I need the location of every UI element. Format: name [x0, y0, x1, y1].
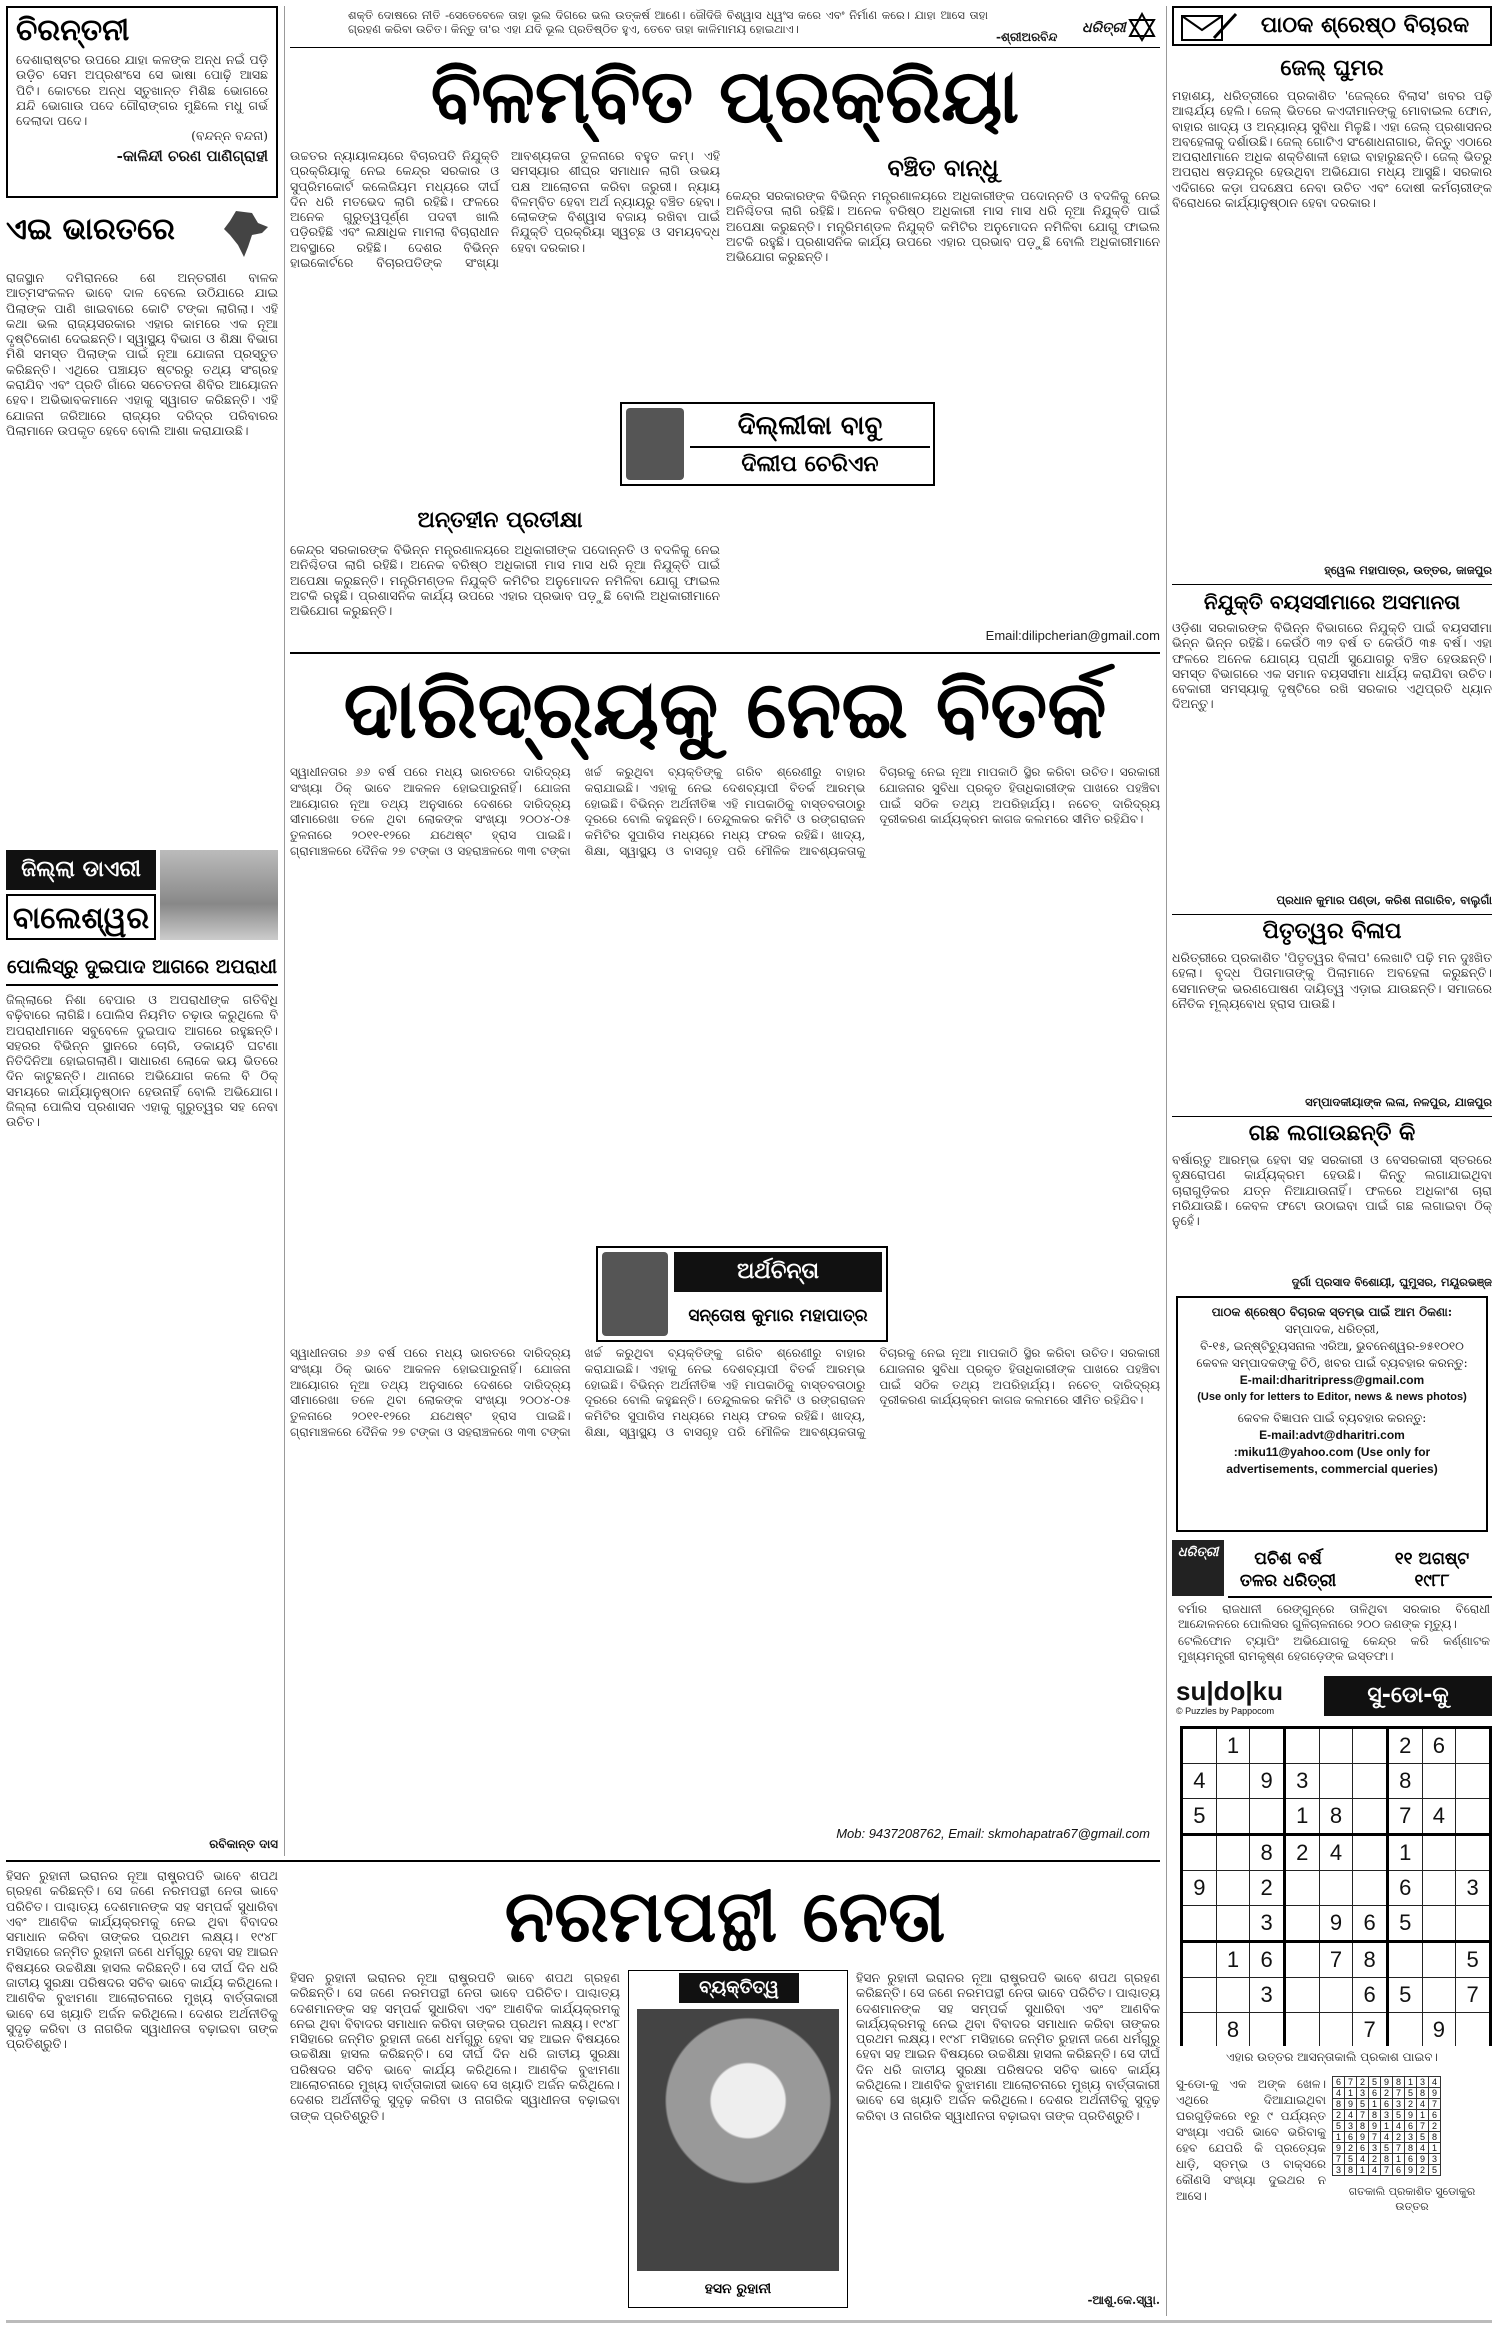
answer-cell: 5: [1405, 2088, 1417, 2099]
sudoku-cell[interactable]: [1319, 1978, 1353, 2013]
sudoku-cell[interactable]: [1456, 1906, 1491, 1942]
sudoku-cell[interactable]: 5: [1182, 1799, 1217, 1835]
sudoku-cell[interactable]: 7: [1456, 1978, 1491, 2013]
dilli-column: [726, 148, 1160, 648]
dilli-section-title: ବଞ୍ଚିତ ବାନ୍ଧୁ: [887, 154, 999, 182]
years25-date-a: ୧୧ ଅଗଷ୍ଟ: [1394, 1549, 1470, 1569]
sudoku-cell[interactable]: [1319, 1871, 1353, 1906]
bottom-body-left: ହିସନ ରୁହାନୀ ଇରାନର ନୂଆ ରାଷ୍ଟ୍ରପତି ଭାବେ ଶପଥ ଗ୍ରହଣ କରିଛନ୍ତି। ସେ ଜଣେ ନରମପନ୍ଥୀ ନେତା ଭାବେ ପରିଚିତ। ପାଶ୍ଚାତ୍ୟ ଦେଶମାନଙ୍କ ସହ ସମ୍ପର୍କ ସୁଧାରିବା ଏବଂ ଆଣବିକ କାର୍ଯ୍ୟକ୍ରମକୁ ନେଇ ଥିବା ବିବାଦର ସମାଧାନ କରିବା ତାଙ୍କର ପ୍ରଥମ ଲକ୍ଷ୍ୟ। ୧୯୪୮ ମସିହାରେ ଜନ୍ମିତ ରୁହାନୀ ଜଣେ ଧର୍ମଗୁରୁ ହେବା ସହ ଆଇନ ବିଷୟରେ ଉଚ୍ଚଶିକ୍ଷା ହାସଲ କରିଛନ୍ତି। ସେ ଦୀର୍ଘ ଦିନ ଧରି ଜାତୀୟ ସୁରକ୍ଷା ପରିଷଦର ସଚିବ ଭାବେ କାର୍ଯ୍ୟ କରିଥିଲେ। ଆଣବିକ ବୁଝାମଣା ଆଲୋଚନାରେ ମୁଖ୍ୟ ବାର୍ତ୍ତାକାରୀ ଭାବେ ସେ ଖ୍ୟାତି ଅର୍ଜନ କରିଥିଲେ। ଦେଶର ଅର୍ଥନୀତିକୁ ସୁଦୃଢ଼ କରିବା ଓ ନାଗରିକ ସ୍ୱାଧୀନତା ବଢ଼ାଇବା ତାଙ୍କ ପ୍ରତିଶ୍ରୁତି।: [6, 1868, 278, 2052]
sudoku-answer-note: ଏହାର ଉତ୍ତର ଆସନ୍ତାକାଲି ପ୍ରକାଶ ପାଇବ।: [1226, 2050, 1438, 2064]
answer-cell: 6: [1357, 2143, 1369, 2154]
sudoku-cell[interactable]: 4: [1182, 1764, 1217, 1799]
sudoku-cell[interactable]: [1182, 1835, 1217, 1871]
sudoku-cell[interactable]: 7: [1387, 1799, 1422, 1835]
sudoku-cell[interactable]: [1387, 2013, 1422, 2047]
sudoku-cell[interactable]: 4: [1422, 1799, 1456, 1835]
answer-cell: 5: [1369, 2077, 1381, 2088]
answer-cell: 9: [1405, 2165, 1417, 2176]
answer-cell: 9: [1405, 2110, 1417, 2121]
answer-cell: 1: [1345, 2088, 1357, 2099]
answer-cell: 8: [1429, 2132, 1441, 2143]
answer-cell: 7: [1393, 2088, 1405, 2099]
dilli-banner: [620, 402, 935, 486]
answer-cell: 6: [1381, 2099, 1393, 2110]
main-headline: ଦାରିଦ୍ର୍ୟକୁ ନେଇ ବିତର୍କ: [343, 663, 1107, 756]
sudoku-credit: © Puzzles by Pappocom: [1176, 1706, 1275, 1716]
aaji-bharat-header: [6, 205, 278, 265]
sudoku-cell[interactable]: 7: [1353, 2013, 1388, 2047]
sudoku-cell[interactable]: [1353, 1871, 1388, 1906]
answer-cell: 3: [1429, 2154, 1441, 2165]
sudoku-cell[interactable]: 4: [1319, 1835, 1353, 1871]
sudoku-cell[interactable]: [1250, 1728, 1285, 1764]
sudoku-cell[interactable]: [1319, 2013, 1353, 2047]
sudoku-cell[interactable]: [1216, 1906, 1250, 1942]
answer-cell: 5: [1417, 2132, 1429, 2143]
answer-cell: 1: [1405, 2077, 1417, 2088]
years25-label-b: ତଳର ଧରିତ୍ରୀ: [1239, 1571, 1337, 1591]
sudoku-cell[interactable]: [1456, 1799, 1491, 1835]
quote-author: -ଶ୍ରୀଅରବିନ୍ଦ: [996, 30, 1058, 44]
answer-cell: 4: [1333, 2088, 1345, 2099]
sudoku-cell[interactable]: [1456, 2013, 1491, 2047]
chirantani-title: ଚିରନ୍ତନୀ: [16, 13, 130, 48]
letter3-sign: ସମ୍ପାଦକୀୟାଙ୍କ ଲଳା, ନଳପୁର, ଯାଜପୁର: [1305, 1095, 1492, 1109]
sudoku-cell[interactable]: [1182, 2013, 1217, 2047]
dilli-email: Email:dilipcherian@gmail.com: [985, 628, 1160, 643]
years25-logo: [1172, 1540, 1224, 1596]
sudoku-answer: [1332, 2076, 1492, 2316]
hassan-rouhani-photo: [637, 2009, 839, 2271]
sudoku-cell[interactable]: [1284, 1942, 1319, 1978]
answer-cell: 7: [1429, 2099, 1441, 2110]
sudoku-cell[interactable]: [1422, 1978, 1456, 2013]
contact-note1: (Use only for letters to Editor, news & news photos): [1197, 1391, 1467, 1403]
editorial-headline: ବିଳମ୍ବିତ ପ୍ରକ୍ରିୟା: [430, 54, 1020, 140]
letter3-body: ଧରିତ୍ରୀରେ ପ୍ରକାଶିତ 'ପିତୃତ୍ୱର ବିଳାପ' ଲେଖାଟି ପଢ଼ି ମନ ଦୁଃଖିତ ହେଲା। ବୃଦ୍ଧ ପିତାମାତାଙ୍କୁ ପିଲାମାନେ ଅବହେଳା କରୁଛନ୍ତି। ସେମାନଙ୍କ ଭରଣପୋଷଣ ଦାୟିତ୍ୱ ଏଡ଼ାଇ ଯାଉଛନ୍ତି। ସମାଜରେ ନୈତିକ ମୂଲ୍ୟବୋଧ ହ୍ରାସ ପାଉଛି।: [1172, 950, 1492, 1011]
contact-email2[interactable]: E-mail:advt@dharitri.com: [1259, 1428, 1405, 1442]
arthachinta-banner: [596, 1246, 888, 1342]
chirantani-body: ଦେଶାରାଷ୍ଟର ଉପରେ ଯାହା କଳଙ୍କ ଅନ୍ଧ ନଇଁ ପଡ଼ି ଉଡ଼ିଚ ସେମ ଅପ୍ରଶଂସେ ସେ ଭାଷା ପୋଢ଼ି ଆସଛ ପିଟି। କୋଟରେ ଅନ୍ଧ ସ୍ତୁଖାନ୍ତ ମିଶିଛ ଭୋଗରେ ଯନ୍ଦି ଭୋଗାଉ ପଦେ ଗୌରାଙ୍ଗର ମୁଛିଲେ ମଧୁ ଗର୍ଭ ଦେଲାଦା ପଦେ।: [16, 52, 268, 129]
answer-cell: 8: [1369, 2110, 1381, 2121]
sudoku-cell[interactable]: 2: [1250, 1871, 1285, 1906]
sudoku-cell[interactable]: [1284, 1978, 1319, 2013]
answer-cell: 3: [1405, 2132, 1417, 2143]
sudoku-cell[interactable]: 2: [1387, 1728, 1422, 1764]
sudoku-cell[interactable]: [1250, 2013, 1285, 2047]
answer-cell: 3: [1393, 2099, 1405, 2110]
sudoku-cell[interactable]: 8: [1216, 2013, 1250, 2047]
answer-cell: 9: [1369, 2121, 1381, 2132]
letter4-sign: ଦୁର୍ଗା ପ୍ରସାଦ ବିଶୋୟୀ, ଘୁମୁସର, ମୟୂରଭଞ୍ଜ: [1291, 1275, 1492, 1289]
letter4-title: ଗଛ ଲଗାଉଛନ୍ତି କି: [1172, 1116, 1492, 1150]
letter2-sign: ପ୍ରଧାନ କୁମାର ପଣ୍ଡା, କରିଶ ନାଗାରିବ, ବାଲୁଗାଁ: [1276, 893, 1492, 907]
years25-logo-text: ଧରିତ୍ରୀ: [1177, 1545, 1219, 1560]
arthachinta-title: ଅର୍ଥଚିନ୍ତା: [674, 1252, 882, 1292]
contact-l2: ବି-୧୫, ଇନ୍ଷ୍ଟିଚ୍ୟୁସନାଲ ଏରିଆ, ଭୁବନେଶ୍ୱର-୭୫୧୦୧୦: [1200, 1339, 1464, 1353]
answer-cell: 8: [1345, 2165, 1357, 2176]
arthachinta-author: ସନ୍ତୋଷ କୁମାର ମହାପାତ୍ର: [688, 1306, 868, 1326]
sudoku-cell[interactable]: 9: [1319, 1906, 1353, 1942]
sudoku-cell[interactable]: 9: [1422, 2013, 1456, 2047]
answer-cell: 1: [1369, 2099, 1381, 2110]
contact-box: [1176, 1296, 1488, 1532]
answer-cell: 6: [1333, 2077, 1345, 2088]
sudoku-cell[interactable]: [1353, 1835, 1388, 1871]
answer-cell: 5: [1393, 2110, 1405, 2121]
sudoku-cell[interactable]: [1216, 1835, 1250, 1871]
answer-cell: 3: [1369, 2143, 1381, 2154]
sudoku-cell[interactable]: [1182, 1906, 1217, 1942]
dilip-cherian-photo: [626, 408, 684, 480]
answer-cell: 4: [1417, 2143, 1429, 2154]
sudoku-cell[interactable]: [1250, 1799, 1285, 1835]
answer-cell: 1: [1429, 2143, 1441, 2154]
sudoku-cell[interactable]: 9: [1250, 1764, 1285, 1799]
sudoku-cell[interactable]: 8: [1353, 1942, 1388, 1978]
answer-cell: 5: [1345, 2154, 1357, 2165]
contact-l1: ସମ୍ପାଦକ, ଧରିତ୍ରୀ,: [1284, 1322, 1380, 1336]
answer-cell: 4: [1381, 2132, 1393, 2143]
answer-cell: 6: [1393, 2165, 1405, 2176]
sudoku-cell[interactable]: 3: [1250, 1906, 1285, 1942]
sudoku-cell[interactable]: [1216, 1871, 1250, 1906]
answer-cell: 3: [1357, 2088, 1369, 2099]
answer-cell: 9: [1357, 2132, 1369, 2143]
envelope-icon: [1180, 12, 1238, 42]
star-emblem-icon: [1128, 12, 1156, 42]
answer-cell: 2: [1345, 2143, 1357, 2154]
sudoku-cell[interactable]: [1422, 1906, 1456, 1942]
contact-email1[interactable]: E-mail:dharitripress@gmail.com: [1239, 1373, 1425, 1387]
answer-cell: 1: [1333, 2132, 1345, 2143]
sudoku-cell[interactable]: 5: [1456, 1942, 1491, 1978]
sudoku-cell[interactable]: [1422, 1871, 1456, 1906]
sudoku-cell[interactable]: [1182, 1728, 1217, 1764]
dilli-subhead: ଅନ୍ତହୀନ ପ୍ରତୀକ୍ଷା: [417, 508, 583, 533]
answer-cell: 9: [1381, 2077, 1393, 2088]
answer-cell: 8: [1417, 2088, 1429, 2099]
years25-date-b: ୧୯୮୮: [1414, 1571, 1450, 1591]
sudoku-cell[interactable]: [1319, 1764, 1353, 1799]
chirantani-box: [6, 6, 278, 198]
police-byline: ରବିକାନ୍ତ ଦାସ: [209, 1837, 278, 1851]
sudoku-cell[interactable]: [1422, 1764, 1456, 1799]
bottom-body-right: ହିସନ ରୁହାନୀ ଇରାନର ନୂଆ ରାଷ୍ଟ୍ରପତି ଭାବେ ଶପଥ ଗ୍ରହଣ କରିଛନ୍ତି। ସେ ଜଣେ ନରମପନ୍ଥୀ ନେତା ଭାବେ ପରିଚିତ। ପାଶ୍ଚାତ୍ୟ ଦେଶମାନଙ୍କ ସହ ସମ୍ପର୍କ ସୁଧାରିବା ଏବଂ ଆଣବିକ କାର୍ଯ୍ୟକ୍ରମକୁ ନେଇ ଥିବା ବିବାଦର ସମାଧାନ କରିବା ତାଙ୍କର ପ୍ରଥମ ଲକ୍ଷ୍ୟ। ୧୯୪୮ ମସିହାରେ ଜନ୍ମିତ ରୁହାନୀ ଜଣେ ଧର୍ମଗୁରୁ ହେବା ସହ ଆଇନ ବିଷୟରେ ଉଚ୍ଚଶିକ୍ଷା ହାସଲ କରିଛନ୍ତି। ସେ ଦୀର୍ଘ ଦିନ ଧରି ଜାତୀୟ ସୁରକ୍ଷା ପରିଷଦର ସଚିବ ଭାବେ କାର୍ଯ୍ୟ କରିଥିଲେ। ଆଣବିକ ବୁଝାମଣା ଆଲୋଚନାରେ ମୁଖ୍ୟ ବାର୍ତ୍ତାକାରୀ ଭାବେ ସେ ଖ୍ୟାତି ଅର୍ଜନ କରିଥିଲେ। ଦେଶର ଅର୍ଥନୀତିକୁ ସୁଦୃଢ଼ କରିବା ଓ ନାଗରିକ ସ୍ୱାଧୀନତା ବଢ଼ାଇବା ତାଙ୍କ ପ୍ରତିଶ୍ରୁତି।: [856, 1970, 1160, 2123]
answer-cell: 4: [1369, 2165, 1381, 2176]
answer-cell: 2: [1417, 2165, 1429, 2176]
sudoku-cell[interactable]: [1422, 1835, 1456, 1871]
answer-cell: 6: [1405, 2121, 1417, 2132]
sudoku-brand: su|do|ku: [1176, 1676, 1283, 1706]
answer-cell: 5: [1333, 2121, 1345, 2132]
bottom-byline: -ଆଶୁ.କେ.ସ୍ୱା.: [1087, 2293, 1160, 2307]
answer-cell: 2: [1369, 2154, 1381, 2165]
aaji-bharat-title: ଏଇ ଭାରତରେ: [6, 212, 175, 247]
answer-cell: 2: [1405, 2099, 1417, 2110]
main-top-rule: [290, 652, 1160, 654]
sudoku-cell[interactable]: 5: [1387, 1978, 1422, 2013]
left-divider: [284, 6, 285, 1856]
answer-cell: 7: [1333, 2154, 1345, 2165]
sudoku-cell[interactable]: [1216, 1978, 1250, 2013]
jila-diary-district: ବାଲେଶ୍ୱର: [6, 894, 156, 940]
answer-cell: 2: [1357, 2077, 1369, 2088]
sudoku-grid: [1180, 1726, 1492, 2046]
contact-email3[interactable]: :miku11@yahoo.com (Use only for: [1233, 1445, 1431, 1459]
answer-cell: 9: [1333, 2143, 1345, 2154]
profile-tag: ବ୍ୟକ୍ତିତ୍ୱ: [679, 1973, 799, 2003]
years25-item2: ଟେଲିଫୋନ ଟ୍ୟାପିଂ ଅଭିଯୋଗକୁ କେନ୍ଦ୍ର କରି କର୍ଣ୍ଣାଟକ ମୁଖ୍ୟମନ୍ତ୍ରୀ ରାମକୃଷ୍ଣ ହେଗଡ଼େଙ୍କ ଇସ୍ତଫା।: [1178, 1634, 1490, 1663]
answer-cell: 1: [1381, 2121, 1393, 2132]
right-divider: [1166, 6, 1167, 2316]
quote-text: ଶକ୍ତି ଦୋଷରେ ନୀତି -ସେତେବେଳେ ତାହା ଭୂଲ ଦିଗରେ ଭଲ ଉତ୍କର୍ଷ ଆଣେ। ଜୌଦିଜି ବିଶ୍ୱାସ ଧ୍ୱଂସ କରେ ଏବଂ ନିର୍ମାଣ କରେ। ଯାହା ଆସେ ତାହା ଗ୍ରହଣ କରିବା ଉଚିତ। କିନ୍ତୁ ତା'ର ଏହା ଯଦି ଭୂଲ ପ୍ରତିଷ୍ଠିତ ହୁଏ, ତେବେ ତାହା କାଳିମାମୟ ହୋଇଥାଏ।: [348, 8, 988, 36]
sudoku-cell[interactable]: 1: [1284, 1799, 1319, 1835]
answer-cell: 8: [1405, 2143, 1417, 2154]
answer-cell: 1: [1357, 2165, 1369, 2176]
sudoku-cell[interactable]: 9: [1182, 1871, 1217, 1906]
letters-header: [1172, 6, 1492, 46]
bottom-rule: [6, 1860, 1160, 1862]
answer-cell: 5: [1381, 2143, 1393, 2154]
jila-diary-banner: [6, 850, 278, 942]
sudoku-cell[interactable]: 3: [1250, 1978, 1285, 2013]
sudoku-cell[interactable]: [1422, 1942, 1456, 1978]
answer-cell: 5: [1429, 2165, 1441, 2176]
sudoku-answer-grid: [1332, 2076, 1441, 2176]
answer-cell: 2: [1381, 2088, 1393, 2099]
answer-cell: 4: [1345, 2110, 1357, 2121]
sudoku-cell[interactable]: 6: [1353, 1978, 1388, 2013]
answer-cell: 7: [1381, 2165, 1393, 2176]
answer-cell: 6: [1429, 2110, 1441, 2121]
masthead-logo: ଧରିତ୍ରୀ: [1082, 20, 1126, 36]
years25-box: [1172, 1540, 1492, 1670]
sudoku-rules: ସୁ-ଡୋ-କୁ ଏକ ଅଙ୍କ ଖେଳ। ଏଥିରେ ଦିଆଯାଇଥିବା ଘରଗୁଡ଼ିକରେ ୧ରୁ ୯ ପର୍ଯ୍ୟନ୍ତ ସଂଖ୍ୟା ଏପରି ଭାବେ ଭରିବାକୁ ହେବ ଯେପରି କି ପ୍ରତ୍ୟେକ ଧାଡ଼ି, ସ୍ତମ୍ଭ ଓ ବାକ୍ସରେ କୌଣସି ସଂଖ୍ୟା ଦୁଇଥର ନ ଆସେ।: [1176, 2077, 1326, 2203]
years25-label-a: ପଚିଶ ବର୍ଷ: [1254, 1549, 1322, 1569]
answer-cell: 7: [1417, 2121, 1429, 2132]
years25-rule: [1228, 1596, 1492, 1598]
answer-cell: 8: [1357, 2121, 1369, 2132]
answer-cell: 6: [1369, 2088, 1381, 2099]
sudoku-cell[interactable]: [1284, 2013, 1319, 2047]
answer-cell: 4: [1357, 2154, 1369, 2165]
sudoku-cell[interactable]: [1319, 1728, 1353, 1764]
author-photo: [602, 1252, 668, 1336]
sudoku-cell[interactable]: 5: [1387, 1906, 1422, 1942]
contact-l3: କେବଳ ସମ୍ପାଦକଙ୍କୁ ଚିଠି, ଖବର ପାଇଁ ବ୍ୟବହାର କରନ୍ତୁ:: [1196, 1356, 1468, 1370]
main-body-2: ସ୍ୱାଧୀନତାର ୬୬ ବର୍ଷ ପରେ ମଧ୍ୟ ଭାରତରେ ଦାରିଦ୍ର୍ୟ ସଂଖ୍ୟା ଠିକ୍ ଭାବେ ଆକଳନ ହୋଇପାରୁନାହିଁ। ଯୋଜନା ଆୟୋଗର ନୂଆ ତଥ୍ୟ ଅନୁସାରେ ଦେଶରେ ଦାରିଦ୍ର୍ୟ ସୀମାରେଖା ତଳେ ଥିବା ଲୋକଙ୍କ ସଂଖ୍ୟା ୨୦୦୪-୦୫ ତୁଳନାରେ ୨୦୧୧-୧୨ରେ ଯଥେଷ୍ଟ ହ୍ରାସ ପାଇଛି। ଗ୍ରାମାଞ୍ଚଳରେ ଦୈନିକ ୨୭ ଟଙ୍କା ଓ ସହରାଞ୍ଚଳରେ ୩୩ ଟଙ୍କା ଖର୍ଚ୍ଚ କରୁଥିବା ବ୍ୟକ୍ତିଙ୍କୁ ଗରିବ ଶ୍ରେଣୀରୁ ବାହାର କରାଯାଇଛି। ଏହାକୁ ନେଇ ଦେଶବ୍ୟାପୀ ବିତର୍କ ଆରମ୍ଭ ହୋଇଛି। ବିଭିନ୍ନ ଅର୍ଥନୀତିଜ୍ଞ ଏହି ମାପକାଠିକୁ ବାସ୍ତବତାଠାରୁ ଦୂରରେ ବୋଲି କହୁଛନ୍ତି। ତେନ୍ଦୁଲକର କମିଟି ଓ ରଙ୍ଗରାଜନ କମିଟିର ସୁପାରିସ ମଧ୍ୟରେ ମଧ୍ୟ ଫରକ ରହିଛି। ଖାଦ୍ୟ, ଶିକ୍ଷା, ସ୍ୱାସ୍ଥ୍ୟ ଓ ବାସଗୃହ ପରି ମୌଳିକ ଆବଶ୍ୟକତାକୁ ବିଚାରକୁ ନେଇ ନୂଆ ମାପକାଠି ସ୍ଥିର କରିବା ଉଚିତ। ସରକାରୀ ଯୋଜନାର ସୁବିଧା ପ୍ରକୃତ ହିତାଧିକାରୀଙ୍କ ପାଖରେ ପହଞ୍ଚିବା ପାଇଁ ସଠିକ ତଥ୍ୟ ଅପରିହାର୍ଯ୍ୟ। ନଚେତ୍ ଦାରିଦ୍ର୍ୟ ଦୂରୀକରଣ କାର୍ଯ୍ୟକ୍ରମ କାଗଜ କଲମରେ ସୀମିତ ରହିଯିବ।: [290, 1346, 1160, 1439]
answer-cell: 8: [1333, 2099, 1345, 2110]
dilli-column-title: ଦିଲ୍ଲୀକା ବାବୁ: [690, 406, 930, 448]
sudoku-cell[interactable]: [1284, 1906, 1319, 1942]
sudoku-header: [1176, 1676, 1492, 1720]
sudoku-cell[interactable]: [1216, 1799, 1250, 1835]
police-body: ଜିଲ୍ଲାରେ ନିଶା ବେପାର ଓ ଅପରାଧୀଙ୍କ ଗତିବିଧି ବଢ଼ିବାରେ ଲାଗିଛି। ପୋଲିସ ନିୟମିତ ଚଢ଼ାଉ କରୁଥିଲେ ବି ଅପରାଧୀମାନେ ସବୁବେଳେ ଦୁଇପାଦ ଆଗରେ ରହୁଛନ୍ତି। ସହରର ବିଭିନ୍ନ ସ୍ଥାନରେ ଚୋରି, ଡକାୟତି ଘଟଣା ନିତିଦିନିଆ ହୋଇଗଲାଣି। ସାଧାରଣ ଲୋକେ ଭୟ ଭିତରେ ଦିନ କାଟୁଛନ୍ତି। ଥାନାରେ ଅଭିଯୋଗ କଲେ ବି ଠିକ୍ ସମୟରେ କାର୍ଯ୍ୟାନୁଷ୍ଠାନ ହେଉନାହିଁ ବୋଲି ଅଭିଯୋଗ। ଜିଲ୍ଲା ପୋଲିସ ପ୍ରଶାସନ ଏହାକୁ ଗୁରୁତ୍ୱର ସହ ନେବା ଉଚିତ।: [6, 992, 278, 1130]
answer-cell: 4: [1393, 2121, 1405, 2132]
jila-diary-title: ଜିଲ୍ଲା ଡାଏରୀ: [6, 850, 156, 890]
letter4-body: ବର୍ଷାଋତୁ ଆରମ୍ଭ ହେବା ସହ ସରକାରୀ ଓ ବେସରକାରୀ ସ୍ତରରେ ବୃକ୍ଷରୋପଣ କାର୍ଯ୍ୟକ୍ରମ ହେଉଛି। କିନ୍ତୁ ଲଗାଯାଇଥିବା ଚାରାଗୁଡ଼ିକର ଯତ୍ନ ନିଆଯାଉନାହିଁ। ଫଳରେ ଅଧିକାଂଶ ଚାରା ମରିଯାଉଛି। କେବଳ ଫଟୋ ଉଠାଇବା ପାଇଁ ଗଛ ଲଗାଇବା ଠିକ୍ ନୁହେଁ।: [1172, 1152, 1492, 1229]
profile-caption: ହସନ ରୁହାନୀ: [704, 2281, 772, 2297]
quote-strip: [290, 6, 1160, 48]
answer-cell: 1: [1393, 2154, 1405, 2165]
sudoku-cell[interactable]: 6: [1387, 1871, 1422, 1906]
sudoku-cell[interactable]: [1353, 1799, 1388, 1835]
answer-cell: 7: [1345, 2077, 1357, 2088]
answer-cell: 8: [1393, 2077, 1405, 2088]
bottom-body-mid: ହିସନ ରୁହାନୀ ଇରାନର ନୂଆ ରାଷ୍ଟ୍ରପତି ଭାବେ ଶପଥ ଗ୍ରହଣ କରିଛନ୍ତି। ସେ ଜଣେ ନରମପନ୍ଥୀ ନେତା ଭାବେ ପରିଚିତ। ପାଶ୍ଚାତ୍ୟ ଦେଶମାନଙ୍କ ସହ ସମ୍ପର୍କ ସୁଧାରିବା ଏବଂ ଆଣବିକ କାର୍ଯ୍ୟକ୍ରମକୁ ନେଇ ଥିବା ବିବାଦର ସମାଧାନ କରିବା ତାଙ୍କର ପ୍ରଥମ ଲକ୍ଷ୍ୟ। ୧୯୪୮ ମସିହାରେ ଜନ୍ମିତ ରୁହାନୀ ଜଣେ ଧର୍ମଗୁରୁ ହେବା ସହ ଆଇନ ବିଷୟରେ ଉଚ୍ଚଶିକ୍ଷା ହାସଲ କରିଛନ୍ତି। ସେ ଦୀର୍ଘ ଦିନ ଧରି ଜାତୀୟ ସୁରକ୍ଷା ପରିଷଦର ସଚିବ ଭାବେ କାର୍ଯ୍ୟ କରିଥିଲେ। ଆଣବିକ ବୁଝାମଣା ଆଲୋଚନାରେ ମୁଖ୍ୟ ବାର୍ତ୍ତାକାରୀ ଭାବେ ସେ ଖ୍ୟାତି ଅର୍ଜନ କରିଥିଲେ। ଦେଶର ଅର୍ଥନୀତିକୁ ସୁଦୃଢ଼ କରିବା ଓ ନାଗରିକ ସ୍ୱାଧୀନତା ବଢ଼ାଇବା ତାଙ୍କ ପ୍ରତିଶ୍ରୁତି।: [290, 1970, 620, 2123]
sudoku-cell[interactable]: [1182, 1978, 1217, 2013]
dilli-body-2: କେନ୍ଦ୍ର ସରକାରଙ୍କ ବିଭିନ୍ନ ମନ୍ତ୍ରଣାଳୟରେ ଅଧିକାରୀଙ୍କ ପଦୋନ୍ନତି ଓ ବଦଳିକୁ ନେଇ ଅନିଶ୍ଚିତତା ଲାଗି ରହିଛି। ଅନେକ ବରିଷ୍ଠ ଅଧିକାରୀ ମାସ ମାସ ଧରି ନୂଆ ନିଯୁକ୍ତି ପାଇଁ ଅପେକ୍ଷା କରୁଛନ୍ତି। ମନ୍ତ୍ରିମଣ୍ଡଳ ନିଯୁକ୍ତି କମିଟିର ଅନୁମୋଦନ ନମିଳିବା ଯୋଗୁ ଫାଇଲ ଅଟକି ରହୁଛି। ପ୍ରଶାସନିକ କାର୍ଯ୍ୟ ଉପରେ ଏହାର ପ୍ରଭାବ ପଡ଼ୁଛି ବୋଲି ଅଧିକାରୀମାନେ ଅଭିଯୋଗ କରୁଛନ୍ତି।: [290, 542, 720, 619]
sudoku-cell[interactable]: 1: [1216, 1942, 1250, 1978]
profile-photo-box: [628, 1970, 848, 2308]
answer-cell: 2: [1393, 2132, 1405, 2143]
letter1-title: ଜେଲ୍ ଘୁମର: [1280, 56, 1384, 81]
answer-cell: 3: [1417, 2077, 1429, 2088]
page-footer-rule: [6, 2320, 1492, 2323]
letter1-sign: ହ୍ୱେଲ ମହାପାତ୍ର, ଉତ୍ତର, ଜାଜପୁର: [1324, 563, 1492, 577]
sudoku-cell[interactable]: 7: [1319, 1942, 1353, 1978]
sudoku-cell[interactable]: [1456, 1835, 1491, 1871]
contact-l4: କେବଳ ବିଜ୍ଞାପନ ପାଇଁ ବ୍ୟବହାର କରନ୍ତୁ:: [1237, 1411, 1427, 1425]
dilli-author: ଦିଲୀପ ଚେରିଏନ: [741, 452, 879, 477]
beach-photo: [160, 850, 278, 940]
letters-title: ପାଠକ ଶ୍ରେଷ୍ଠ ବିଚାରକ: [1260, 13, 1470, 38]
answer-cell: 3: [1333, 2165, 1345, 2176]
sudoku-cell[interactable]: [1284, 1871, 1319, 1906]
answer-cell: 5: [1357, 2099, 1369, 2110]
bottom-headline: ନରମପନ୍ଥୀ ନେତା: [504, 1874, 946, 1958]
sudoku-cell[interactable]: 6: [1250, 1942, 1285, 1978]
sudoku-cell[interactable]: [1284, 1728, 1319, 1764]
india-map-icon: [222, 209, 270, 259]
sudoku-cell[interactable]: 3: [1284, 1764, 1319, 1799]
answer-cell: 2: [1333, 2110, 1345, 2121]
sudoku-cell[interactable]: [1387, 1942, 1422, 1978]
sudoku-cell[interactable]: 1: [1387, 1835, 1422, 1871]
sudoku-puzzle: [1180, 1726, 1492, 2046]
answer-cell: 9: [1345, 2099, 1357, 2110]
answer-cell: 3: [1381, 2110, 1393, 2121]
sudoku-cell[interactable]: 3: [1456, 1871, 1491, 1906]
letter2-body: ଓଡ଼ିଶା ସରକାରଙ୍କ ବିଭିନ୍ନ ବିଭାଗରେ ନିଯୁକ୍ତି ପାଇଁ ବୟସସୀମା ଭିନ୍ନ ଭିନ୍ନ ରହିଛି। କେଉଁଠି ୩୨ ବର୍ଷ ତ କେଉଁଠି ୩୫ ବର୍ଷ। ଏହା ଫଳରେ ଅନେକ ଯୋଗ୍ୟ ପ୍ରାର୍ଥୀ ସୁଯୋଗରୁ ବଞ୍ଚିତ ହେଉଛନ୍ତି। ସମସ୍ତ ବିଭାଗରେ ଏକ ସମାନ ବୟସସୀମା ଧାର୍ଯ୍ୟ କରାଯିବା ଉଚିତ। ବେକାରୀ ସମସ୍ୟାକୁ ଦୃଷ୍ଟିରେ ରଖି ସରକାର ଏଥିପ୍ରତି ଧ୍ୟାନ ଦିଅନ୍ତୁ।: [1172, 620, 1492, 712]
main-body: ସ୍ୱାଧୀନତାର ୬୬ ବର୍ଷ ପରେ ମଧ୍ୟ ଭାରତରେ ଦାରିଦ୍ର୍ୟ ସଂଖ୍ୟା ଠିକ୍ ଭାବେ ଆକଳନ ହୋଇପାରୁନାହିଁ। ଯୋଜନା ଆୟୋଗର ନୂଆ ତଥ୍ୟ ଅନୁସାରେ ଦେଶରେ ଦାରିଦ୍ର୍ୟ ସୀମାରେଖା ତଳେ ଥିବା ଲୋକଙ୍କ ସଂଖ୍ୟା ୨୦୦୪-୦୫ ତୁଳନାରେ ୨୦୧୧-୧୨ରେ ଯଥେଷ୍ଟ ହ୍ରାସ ପାଇଛି। ଗ୍ରାମାଞ୍ଚଳରେ ଦୈନିକ ୨୭ ଟଙ୍କା ଓ ସହରାଞ୍ଚଳରେ ୩୩ ଟଙ୍କା ଖର୍ଚ୍ଚ କରୁଥିବା ବ୍ୟକ୍ତିଙ୍କୁ ଗରିବ ଶ୍ରେଣୀରୁ ବାହାର କରାଯାଇଛି। ଏହାକୁ ନେଇ ଦେଶବ୍ୟାପୀ ବିତର୍କ ଆରମ୍ଭ ହୋଇଛି। ବିଭିନ୍ନ ଅର୍ଥନୀତିଜ୍ଞ ଏହି ମାପକାଠିକୁ ବାସ୍ତବତାଠାରୁ ଦୂରରେ ବୋଲି କହୁଛନ୍ତି। ତେନ୍ଦୁଲକର କମିଟି ଓ ରଙ୍ଗରାଜନ କମିଟିର ସୁପାରିସ ମଧ୍ୟରେ ମଧ୍ୟ ଫରକ ରହିଛି। ଖାଦ୍ୟ, ଶିକ୍ଷା, ସ୍ୱାସ୍ଥ୍ୟ ଓ ବାସଗୃହ ପରି ମୌଳିକ ଆବଶ୍ୟକତାକୁ ବିଚାରକୁ ନେଇ ନୂଆ ମାପକାଠି ସ୍ଥିର କରିବା ଉଚିତ। ସରକାରୀ ଯୋଜନାର ସୁବିଧା ପ୍ରକୃତ ହିତାଧିକାରୀଙ୍କ ପାଖରେ ପହଞ୍ଚିବା ପାଇଁ ସଠିକ ତଥ୍ୟ ଅପରିହାର୍ଯ୍ୟ। ନଚେତ୍ ଦାରିଦ୍ର୍ୟ ଦୂରୀକରଣ କାର୍ଯ୍ୟକ୍ରମ କାଗଜ କଲମରେ ସୀମିତ ରହିଯିବ।: [290, 765, 1160, 858]
sudoku-cell[interactable]: 6: [1353, 1906, 1388, 1942]
answer-cell: 6: [1345, 2132, 1357, 2143]
chirantani-source: (ବନ୍ଦନ୍ନ ବନ୍ଦନା): [191, 128, 268, 144]
answer-cell: 7: [1357, 2110, 1369, 2121]
sudoku-cell[interactable]: [1353, 1728, 1388, 1764]
answer-cell: 4: [1429, 2077, 1441, 2088]
answer-cell: 9: [1429, 2088, 1441, 2099]
letter2-title: ନିଯୁକ୍ତି ବୟସସୀମାରେ ଅସମାନତା: [1172, 584, 1492, 618]
answer-cell: 1: [1417, 2110, 1429, 2121]
sudoku-cell[interactable]: 6: [1422, 1728, 1456, 1764]
years25-item1: ବର୍ମାର ରାଜଧାନୀ ରେଙ୍ଗୁନ୍‌ରେ ତାଳିଥିବା ସରକାର ବିରୋଧୀ ଆନ୍ଦୋଳନରେ ପୋଲିସର ଗୁଳିଚାଳନାରେ ୨୦୦ ଜଣଙ୍କ ମୃତ୍ୟୁ।: [1178, 1602, 1490, 1631]
sudoku-title: ସୁ-ଡୋ-କୁ: [1324, 1676, 1492, 1716]
answer-cell: 7: [1393, 2143, 1405, 2154]
sudoku-cell[interactable]: [1216, 1764, 1250, 1799]
contact-note2: advertisements, commercial queries): [1226, 1462, 1438, 1476]
answer-cell: 7: [1369, 2132, 1381, 2143]
sudoku-cell[interactable]: 1: [1216, 1728, 1250, 1764]
sudoku-cell[interactable]: [1456, 1764, 1491, 1799]
answer-cell: 4: [1417, 2099, 1429, 2110]
sudoku-cell[interactable]: [1456, 1728, 1491, 1764]
sudoku-cell[interactable]: [1182, 1942, 1217, 1978]
answer-cell: 8: [1381, 2154, 1393, 2165]
editorial-body: ଉଚ୍ଚତର ନ୍ୟାୟାଳୟରେ ବିଚାରପତି ନିଯୁକ୍ତି ପ୍ରକ୍ରିୟାକୁ ନେଇ କେନ୍ଦ୍ର ସରକାର ଓ ସୁପ୍ରିମକୋର୍ଟ କଲେଜିୟମ ମଧ୍ୟରେ ଦୀର୍ଘ ଦିନ ଧରି ମତଭେଦ ଲାଗି ରହିଛି। ଫଳରେ ଅନେକ ଗୁରୁତ୍ୱପୂର୍ଣ୍ଣ ପଦବୀ ଖାଲି ପଡ଼ିରହିଛି ଏବଂ ଲକ୍ଷାଧିକ ମାମଲା ବିଚାରାଧୀନ ଅବସ୍ଥାରେ ରହିଛି। ଦେଶର ବିଭିନ୍ନ ହାଇକୋର୍ଟରେ ବିଚାରପତିଙ୍କ ସଂଖ୍ୟା ଆବଶ୍ୟକତା ତୁଳନାରେ ବହୁତ କମ୍। ଏହି ସମସ୍ୟାର ଶୀଘ୍ର ସମାଧାନ ଲାଗି ଉଭୟ ପକ୍ଷ ଆଲୋଚନା କରିବା ଜରୁରୀ। ନ୍ୟାୟ ବିଳମ୍ବିତ ହେବା ଅର୍ଥ ନ୍ୟାୟରୁ ବଞ୍ଚିତ ହେବା। ଲୋକଙ୍କ ବିଶ୍ୱାସ ବଜାୟ ରଖିବା ପାଇଁ ନିଯୁକ୍ତି ପ୍ରକ୍ରିୟା ସ୍ୱଚ୍ଛ ଓ ସମୟବଦ୍ଧ ହେବା ଦରକାର।: [290, 148, 720, 271]
aaji-bharat-body: ରାଜସ୍ଥାନ ଦମିରାନରେ ଶେ ଅନ୍ତରୀଣ ବାଳକ ଆତ୍ମସଂକଳନ ଭାବେ ଦାଳ ବେଲେ ଉଠିଯାରେ ଯାଇ ପିଲାଙ୍କ ପାଣି ଖାଇବାରେ କୋଟି ଟଙ୍କା ଲାଗିଲା। ଏହି କଥା ଭଲ ରାଜ୍ୟସରକାର ଏହାର କାମରେ ଏକ ନୂଆ ଦୃଷ୍ଟିକୋଣ ଦେଇଛନ୍ତି। ସ୍ୱାସ୍ଥ୍ୟ ବିଭାଗ ଓ ଶିକ୍ଷା ବିଭାଗ ମିଶି ସମସ୍ତ ପିଲାଙ୍କ ପାଇଁ ନୂଆ ଯୋଜନା ପ୍ରସ୍ତୁତ କରିଛନ୍ତି। ଏଥିରେ ପଞ୍ଚାୟତ ଷ୍ଟରରୁ ତଥ୍ୟ ସଂଗ୍ରହ କରାଯିବ ଏବଂ ପ୍ରତି ଗାଁରେ ସଚେତନତା ଶିବିର ଆୟୋଜନ ହେବ। ଅଭିଭାବକମାନେ ଏହାକୁ ସ୍ୱାଗତ କରିଛନ୍ତି। ଏହି ଯୋଜନା ଜରିଆରେ ରାଜ୍ୟର ଦରିଦ୍ର ପରିବାରର ପିଲାମାନେ ଉପକୃତ ହେବେ ବୋଲି ଆଶା କରାଯାଉଛି।: [6, 270, 278, 438]
sudoku-cell[interactable]: 8: [1250, 1835, 1285, 1871]
sudoku-cell[interactable]: 8: [1387, 1764, 1422, 1799]
sudoku-answer-caption: ଗତକାଲି ପ୍ରକାଶିତ ସୁଡୋକୁର ଉତ୍ତର: [1348, 2185, 1476, 2214]
sudoku-cell[interactable]: 2: [1284, 1835, 1319, 1871]
answer-cell: 2: [1429, 2121, 1441, 2132]
letter1-body: ମହାଶୟ, ଧରିତ୍ରୀରେ ପ୍ରକାଶିତ 'ଜେଲ୍‌ରେ ବିଲାସ' ଖବର ପଢ଼ି ଆଶ୍ଚର୍ଯ୍ୟ ହେଲି। ଜେଲ୍ ଭିତରେ କଏଦୀମାନଙ୍କୁ ମୋବାଇଲ ଫୋନ, ବାହାର ଖାଦ୍ୟ ଓ ଅନ୍ୟାନ୍ୟ ସୁବିଧା ମିଳୁଛି। ଏହା ଜେଲ୍ ପ୍ରଶାସନର ଅବହେଳାକୁ ଦର୍ଶାଉଛି। ଜେଲ୍ ଗୋଟିଏ ସଂଶୋଧନାଗାର, କିନ୍ତୁ ଏଠାରେ ଅପରାଧୀମାନେ ଅଧିକ ଶକ୍ତିଶାଳୀ ହୋଇ ବାହାରୁଛନ୍ତି। ଜେଲ୍ ଭିତରୁ ଅପରାଧ ଷଡ଼ଯନ୍ତ୍ର ହେଉଥିବା ଅଭିଯୋଗ ମଧ୍ୟ ଆସୁଛି। ସରକାର ଏଦିଗରେ କଡ଼ା ପଦକ୍ଷେପ ନେବା ଉଚିତ ଏବଂ ଦୋଷୀ କର୍ମଚାରୀଙ୍କ ବିରୋଧରେ କାର୍ଯ୍ୟାନୁଷ୍ଠାନ ହେବା ଦରକାର।: [1172, 88, 1492, 211]
contact-head: ପାଠକ ଶ୍ରେଷ୍ଠ ବିଚାରକ ସ୍ତମ୍ଭ ପାଇଁ ଆମ ଠିକଣା:: [1211, 1305, 1453, 1319]
answer-cell: 3: [1345, 2121, 1357, 2132]
chirantani-author: -କାଳିନ୍ଦୀ ଚରଣ ପାଣିଗ୍ରାହୀ: [116, 146, 268, 165]
sudoku-cell[interactable]: [1353, 1764, 1388, 1799]
answer-cell: 6: [1405, 2154, 1417, 2165]
answer-cell: 9: [1417, 2154, 1429, 2165]
letter3-title: ପିତୃତ୍ୱର ବିଳାପ: [1172, 914, 1492, 948]
police-headline: ପୋଲିସ୍‌ରୁ ଦୁଇପାଦ ଆଗରେ ଅପରାଧୀ: [6, 950, 278, 986]
dilli-body-1: କେନ୍ଦ୍ର ସରକାରଙ୍କ ବିଭିନ୍ନ ମନ୍ତ୍ରଣାଳୟରେ ଅଧିକାରୀଙ୍କ ପଦୋନ୍ନତି ଓ ବଦଳିକୁ ନେଇ ଅନିଶ୍ଚିତତା ଲାଗି ରହିଛି। ଅନେକ ବରିଷ୍ଠ ଅଧିକାରୀ ମାସ ମାସ ଧରି ନୂଆ ନିଯୁକ୍ତି ପାଇଁ ଅପେକ୍ଷା କରୁଛନ୍ତି। ମନ୍ତ୍ରିମଣ୍ଡଳ ନିଯୁକ୍ତି କମିଟିର ଅନୁମୋଦନ ନମିଳିବା ଯୋଗୁ ଫାଇଲ ଅଟକି ରହୁଛି। ପ୍ରଶାସନିକ କାର୍ଯ୍ୟ ଉପରେ ଏହାର ପ୍ରଭାବ ପଡ଼ୁଛି ବୋଲି ଅଧିକାରୀମାନେ ଅଭିଯୋଗ କରୁଛନ୍ତି।: [726, 188, 1160, 265]
main-contact: Mob: 9437208762, Email: skmohapatra67@gmail.com: [836, 1826, 1150, 1841]
sudoku-cell[interactable]: 8: [1319, 1799, 1353, 1835]
